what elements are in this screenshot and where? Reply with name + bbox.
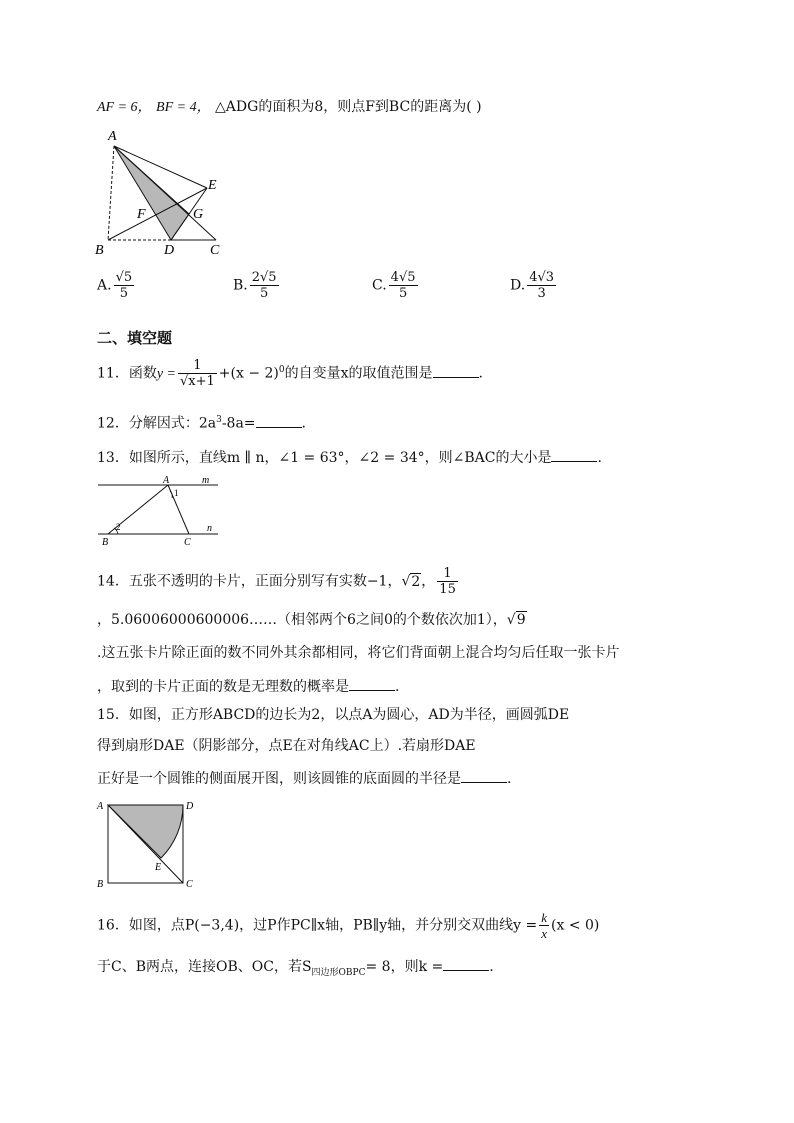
q16-line1: 16．如图，点P(−3,4)，过P作PC∥x轴，PB∥y轴，并分别交双曲线y = $\frac{k}{x}$ (x < 0) <box>97 910 600 941</box>
label-d: D <box>164 243 175 258</box>
q10-figure <box>92 126 232 258</box>
q15-label-c: C <box>186 879 193 890</box>
q13-label-n: n <box>207 523 212 534</box>
label-e: E <box>208 178 217 193</box>
q14-answer-blank[interactable] <box>349 676 395 691</box>
q14-line2: ，5.06006000600006……（相邻两个6之间0的个数依次加1），√9 <box>97 612 526 628</box>
label-b: B <box>95 243 104 258</box>
shaded-sector-dae <box>108 805 183 858</box>
label-f: F <box>137 207 146 222</box>
q15-line3: 正好是一个圆锥的侧面展开图，则该圆锥的底面圆的半径是 . <box>97 768 511 789</box>
q16-line2: 于C、B两点，连接OB、OC，若$S_{四边形OBPC}= 8$，则k = . <box>97 956 494 983</box>
q13-label-a: A <box>163 475 170 486</box>
q13-label-m: m <box>202 475 210 486</box>
q15-answer-blank[interactable] <box>461 768 507 783</box>
q14-line4: ，取到的卡片正面的数是无理数的概率是 . <box>97 676 399 697</box>
q13: 13．如图所示，直线m ∥ n，∠1 = 63°，∠2 = 34°，则∠BAC的大小是 . <box>97 447 602 468</box>
q13-label-c: C <box>184 537 191 546</box>
q15-line1: 15．如图，正方形ABCD的边长为2，以点A为圆心，AD为半径，画圆弧DE <box>97 707 570 723</box>
option-b[interactable]: B. $\frac{2√5}{5}$ <box>233 270 277 301</box>
q15-label-d: D <box>186 801 194 812</box>
q12-answer-blank[interactable] <box>256 413 302 428</box>
q10-stem: AF = 6， BF = 4， △ADG的面积为8，则点F到BC的距离为( ) <box>97 99 482 115</box>
label-a: A <box>108 129 117 144</box>
q13-figure <box>94 474 224 546</box>
q15-line2: 得到扇形DAE（阴影部分，点E在对角线AC上）.若扇形DAE <box>97 738 476 754</box>
q14-line1: 14．五张不透明的卡片，正面分别写有实数−1，√2， $\frac{1}{15}$ <box>97 566 456 597</box>
q15-label-a: A <box>97 801 104 812</box>
q11-answer-blank[interactable] <box>433 363 479 378</box>
q11: 11．函数y = $\frac{1}{√x+1}$ $+(x - 2)^0$的自变量x的取值范围是 . <box>97 358 483 389</box>
shaded-triangle-adg <box>114 146 189 240</box>
q13-label-b: B <box>102 537 109 546</box>
q12: 12．分解因式：$2a^3-8a=$ . <box>97 410 306 434</box>
q13-label-2: 2 <box>116 522 121 532</box>
q13-label-1: 1 <box>174 488 179 498</box>
option-d[interactable]: D. $\frac{4√3}{3}$ <box>510 270 555 301</box>
q15-figure <box>94 798 204 890</box>
q15-label-e: E <box>155 862 162 873</box>
option-a[interactable]: A. $\frac{√5}{5}$ <box>97 270 133 301</box>
q14-line3: .这五张卡片除正面的数不同外其余都相同，将它们背面朝上混合均匀后任取一张卡片 <box>97 645 620 661</box>
q13-answer-blank[interactable] <box>551 447 597 462</box>
label-c: C <box>210 243 220 258</box>
q15-label-b: B <box>97 879 104 890</box>
label-g: G <box>193 207 204 222</box>
section-title: 二、填空题 <box>97 329 173 347</box>
q16-answer-blank[interactable] <box>443 956 489 971</box>
option-c[interactable]: C. $\frac{4√5}{5}$ <box>372 270 416 301</box>
